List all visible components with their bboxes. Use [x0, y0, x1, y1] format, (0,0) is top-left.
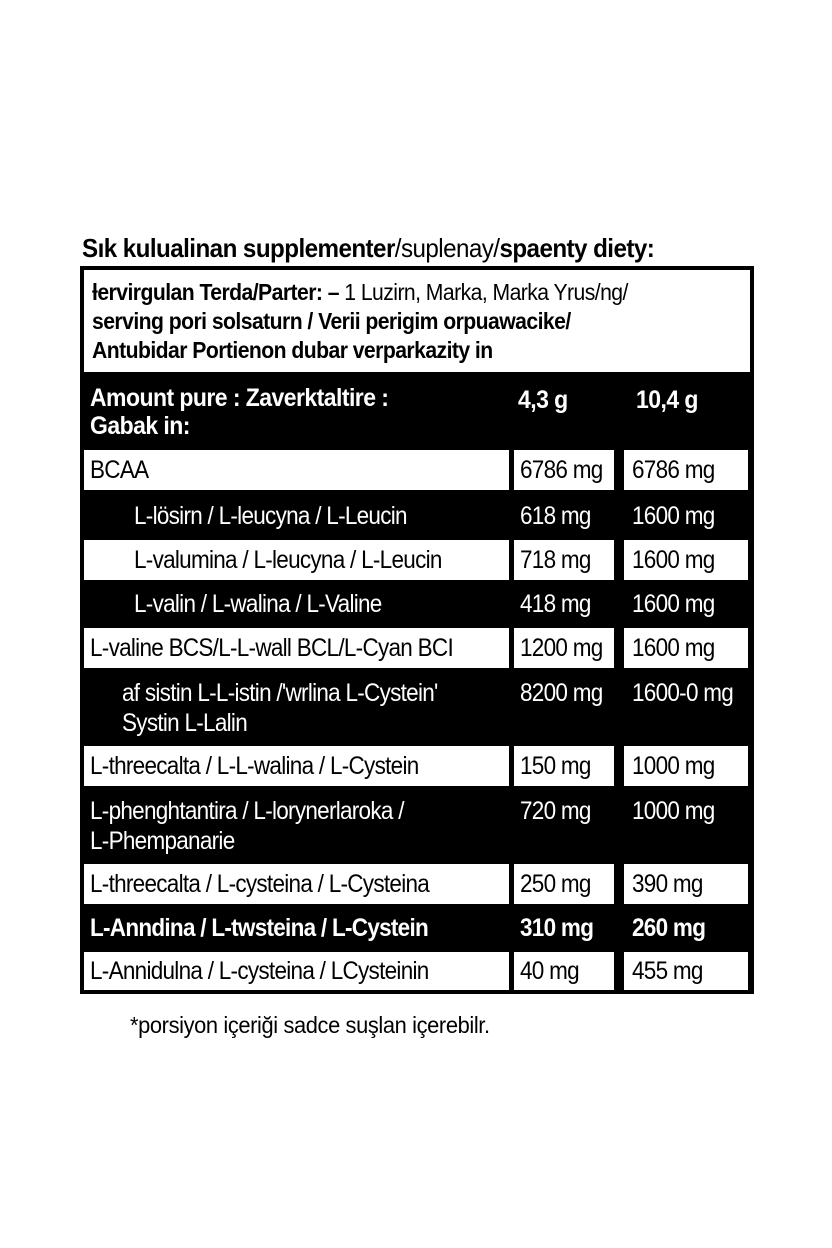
amount-value: 1200 mg: [520, 634, 603, 662]
amount-value: 1600 mg: [632, 634, 715, 662]
nutrient-name-cell: [84, 584, 509, 624]
amount-cell-small-serving: [514, 628, 614, 668]
amount-cell-small-serving: [514, 584, 614, 624]
nutrient-name: L-lösirn / L-leucyna / L-Leucin: [134, 502, 407, 530]
nutrient-name-cell: [84, 628, 509, 668]
amount-value: 455 mg: [632, 957, 703, 985]
amount-cell-small-serving: [514, 790, 614, 860]
amount-cell-large-serving: [624, 496, 748, 536]
amount-value: 1600 mg: [632, 546, 715, 574]
amount-value: 260 mg: [632, 914, 706, 942]
amount-cell-large-serving: [624, 952, 748, 990]
nutrient-name-cell: [84, 540, 509, 580]
amount-value: 618 mg: [520, 502, 591, 530]
amount-cell-small-serving: [514, 496, 614, 536]
nutrient-name: L-threecalta / L-cysteina / L-Cysteina: [90, 870, 430, 898]
amount-cell-large-serving: [624, 628, 748, 668]
nutrient-name-cell: [84, 746, 509, 786]
nutrient-name-cell: [84, 450, 509, 490]
amount-cell-large-serving: [624, 746, 748, 786]
nutrient-name: L-valine BCS/L-L-wall BCL/L-Cyan BCI: [90, 634, 453, 662]
nutrient-name: L-valumina / L-leucyna / L-Leucin: [134, 546, 442, 574]
nutrient-name: L-Phempanarie: [90, 827, 235, 855]
amount-cell-small-serving: [514, 908, 614, 948]
amount-cell-small-serving: [514, 864, 614, 904]
footnote: *porsiyon içeriği sadce suşlan içerebilr.: [130, 1012, 490, 1038]
amount-cell-large-serving: [624, 908, 748, 948]
amount-value: 6786 mg: [632, 456, 715, 484]
heading-bold: Sık kulualinan supplementer: [82, 233, 395, 263]
serving-info-box: [84, 270, 750, 372]
nutrient-name-cell: [84, 790, 509, 860]
nutrient-name: af sistin L-L-istin /'wrlina L-Cystein': [122, 679, 438, 707]
amount-value: 1600-0 mg: [632, 679, 734, 707]
amount-value: 150 mg: [520, 752, 591, 780]
amount-cell-large-serving: [624, 450, 748, 490]
amount-value: 390 mg: [632, 870, 703, 898]
amount-value: 8200 mg: [520, 679, 603, 707]
serving-info-line-1: [92, 278, 697, 307]
amount-value: 718 mg: [520, 546, 591, 574]
serving-info-line-2: serving pori solsaturn / Verii perigim orpuawacike/: [92, 308, 571, 334]
amount-cell-large-serving: [624, 790, 748, 860]
amount-value: 1000 mg: [632, 797, 715, 825]
amount-header-line-2: Gabak in:: [90, 412, 190, 440]
nutrient-name: L-phenghtantira / L-lorynerlaroka /: [90, 797, 404, 825]
nutrient-name-cell: [84, 952, 509, 990]
nutrient-name-cell: [84, 496, 509, 536]
page-heading: [82, 230, 733, 266]
amount-cell-large-serving: [624, 864, 748, 904]
amount-header-label: [90, 384, 388, 440]
column-header-2: 10,4 g: [636, 386, 698, 414]
amount-cell-small-serving: [514, 540, 614, 580]
amount-value: 1000 mg: [632, 752, 715, 780]
amount-value: 250 mg: [520, 870, 591, 898]
serving-value: 1 Luzirn, Marka, Marka Yrus/ng/: [338, 279, 628, 305]
amount-value: 418 mg: [520, 590, 591, 618]
amount-cell-small-serving: [514, 672, 614, 742]
nutrient-name: L-threecalta / L-L-walina / L-Cystein: [90, 752, 419, 780]
amount-value: 1600 mg: [632, 590, 715, 618]
nutrient-name: L-Anndina / L-twsteina / L-Cystein: [90, 914, 429, 942]
nutrient-name-cell: [84, 908, 509, 948]
amount-cell-small-serving: [514, 450, 614, 490]
nutrient-name-cell: [84, 672, 509, 742]
amount-value: 1600 mg: [632, 502, 715, 530]
heading-regular: /suplenay/: [394, 233, 500, 263]
amount-cell-small-serving: [514, 952, 614, 990]
amount-cell-large-serving: [624, 584, 748, 624]
amount-value: 310 mg: [520, 914, 594, 942]
amount-cell-large-serving: [624, 540, 748, 580]
nutrient-name-cell: [84, 864, 509, 904]
amount-value: 6786 mg: [520, 456, 603, 484]
amount-value: 720 mg: [520, 797, 591, 825]
nutrient-name: BCAA: [90, 456, 149, 484]
amount-cell-large-serving: [624, 672, 748, 742]
nutrient-name: L-Annidulna / L-cysteina / LCysteinin: [90, 957, 429, 985]
serving-label: ƚervirgulan Terda/Parter: –: [92, 279, 339, 305]
column-header-1: 4,3 g: [518, 386, 568, 414]
serving-info-line-3: Antubidar Portienon dubar verparkazity in: [92, 337, 493, 363]
heading-bold-tail: spaenty diety:: [499, 233, 655, 263]
amount-cell-small-serving: [514, 746, 614, 786]
nutrient-name: Systin L-Lalin: [122, 709, 247, 737]
nutrient-name: L-valin / L-walina / L-Valine: [134, 590, 382, 618]
amount-value: 40 mg: [520, 957, 579, 985]
amount-header-line-1: Amount pure : Zaverktaltire :: [90, 384, 389, 412]
